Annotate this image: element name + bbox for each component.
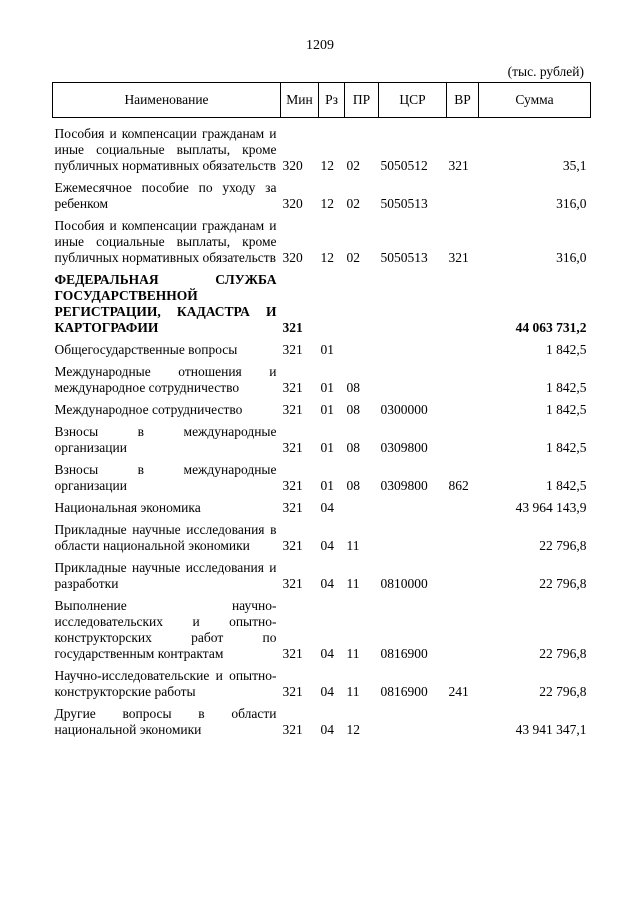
row-csr bbox=[379, 494, 447, 516]
row-name: Прикладные научные исследования и разработки bbox=[54, 560, 277, 591]
table-row-agency bbox=[53, 266, 591, 336]
table-row bbox=[53, 212, 591, 266]
header-vr: ВР bbox=[447, 83, 479, 118]
row-rz: 01 bbox=[320, 342, 334, 357]
table-header bbox=[53, 83, 591, 118]
header-sum: Сумма bbox=[479, 83, 591, 118]
row-vr bbox=[447, 358, 479, 396]
row-vr bbox=[447, 592, 479, 662]
row-sum: 316,0 bbox=[556, 196, 587, 211]
row-pr: 02 bbox=[346, 158, 360, 173]
row-min: 320 bbox=[282, 250, 303, 265]
row-sum: 1 842,5 bbox=[546, 342, 587, 357]
table-row bbox=[53, 700, 591, 738]
row-vr: 321 bbox=[448, 158, 469, 173]
row-min: 321 bbox=[282, 380, 303, 395]
table-row bbox=[53, 494, 591, 516]
row-csr: 0810000 bbox=[380, 576, 428, 591]
row-min: 321 bbox=[282, 320, 303, 335]
row-sum: 1 842,5 bbox=[546, 380, 587, 395]
row-sum: 1 842,5 bbox=[546, 478, 587, 493]
row-sum: 35,1 bbox=[562, 158, 587, 173]
row-pr bbox=[345, 494, 379, 516]
row-csr: 0300000 bbox=[380, 402, 428, 417]
row-pr bbox=[345, 336, 379, 358]
row-name: Взносы в международные организации bbox=[54, 424, 277, 455]
row-rz: 12 bbox=[320, 250, 334, 265]
row-vr bbox=[447, 554, 479, 592]
row-rz: 04 bbox=[320, 500, 334, 515]
row-pr: 08 bbox=[346, 440, 360, 455]
row-sum: 22 796,8 bbox=[539, 576, 587, 591]
row-min: 321 bbox=[282, 722, 303, 737]
row-min: 321 bbox=[282, 538, 303, 553]
row-sum: 22 796,8 bbox=[539, 538, 587, 553]
row-rz: 04 bbox=[320, 722, 334, 737]
row-min: 321 bbox=[282, 646, 303, 661]
row-name: Прикладные научные исследования в области национальной экономики bbox=[54, 522, 277, 553]
row-name: Ежемесячное пособие по уходу за ребенком bbox=[54, 180, 277, 211]
row-min: 321 bbox=[282, 478, 303, 493]
row-pr: 11 bbox=[346, 538, 360, 553]
table-row bbox=[53, 396, 591, 418]
row-sum: 1 842,5 bbox=[546, 440, 587, 455]
row-name: Научно-исследовательские и опытно-конструкторские работы bbox=[54, 668, 277, 699]
row-min: 320 bbox=[282, 158, 303, 173]
row-csr bbox=[379, 700, 447, 738]
row-name: Другие вопросы в области национальной экономики bbox=[54, 706, 277, 737]
row-rz: 01 bbox=[320, 440, 334, 455]
row-csr: 5050513 bbox=[380, 196, 428, 211]
row-vr bbox=[447, 336, 479, 358]
budget-table bbox=[52, 82, 591, 738]
row-vr bbox=[447, 494, 479, 516]
row-pr: 08 bbox=[346, 478, 360, 493]
row-sum: 43 941 347,1 bbox=[515, 722, 587, 737]
row-rz bbox=[319, 266, 345, 336]
row-name: Общегосударственные вопросы bbox=[54, 342, 238, 357]
row-pr: 11 bbox=[346, 646, 360, 661]
row-csr: 0816900 bbox=[380, 684, 428, 699]
row-pr: 08 bbox=[346, 402, 360, 417]
table-row bbox=[53, 174, 591, 212]
row-rz: 12 bbox=[320, 196, 334, 211]
row-csr bbox=[379, 266, 447, 336]
row-vr bbox=[447, 396, 479, 418]
row-rz: 04 bbox=[320, 576, 334, 591]
row-min: 321 bbox=[282, 576, 303, 591]
row-min: 321 bbox=[282, 500, 303, 515]
row-rz: 04 bbox=[320, 646, 334, 661]
row-csr: 5050513 bbox=[380, 250, 428, 265]
row-rz: 12 bbox=[320, 158, 334, 173]
row-vr: 321 bbox=[448, 250, 469, 265]
table-row bbox=[53, 456, 591, 494]
table-row bbox=[53, 554, 591, 592]
row-min: 321 bbox=[282, 684, 303, 699]
row-name: Международные отношения и международное сотрудничество bbox=[54, 364, 277, 395]
row-vr bbox=[447, 516, 479, 554]
page-number: 1209 bbox=[306, 38, 334, 53]
row-csr bbox=[379, 336, 447, 358]
row-sum: 22 796,8 bbox=[539, 646, 587, 661]
table-row bbox=[53, 358, 591, 396]
row-min: 321 bbox=[282, 402, 303, 417]
row-min: 321 bbox=[282, 440, 303, 455]
row-rz: 04 bbox=[320, 538, 334, 553]
row-sum: 44 063 731,2 bbox=[515, 320, 587, 335]
row-sum: 22 796,8 bbox=[539, 684, 587, 699]
row-pr: 02 bbox=[346, 196, 360, 211]
row-vr bbox=[447, 174, 479, 212]
header-rz: Рз bbox=[319, 83, 345, 118]
table-body bbox=[53, 118, 591, 739]
header-pr: ПР bbox=[345, 83, 379, 118]
row-csr: 0309800 bbox=[380, 440, 428, 455]
row-name: Национальная экономика bbox=[54, 500, 201, 515]
table-row bbox=[53, 592, 591, 662]
row-pr: 12 bbox=[346, 722, 360, 737]
row-csr: 0309800 bbox=[380, 478, 428, 493]
row-name: Выполнение научно-исследовательских и опытно-конструкторских работ по государственным контрактам bbox=[54, 598, 277, 661]
table-row bbox=[53, 336, 591, 358]
row-vr: 862 bbox=[448, 478, 469, 493]
row-rz: 01 bbox=[320, 402, 334, 417]
table-row bbox=[53, 662, 591, 700]
row-csr: 0816900 bbox=[380, 646, 428, 661]
row-sum: 1 842,5 bbox=[546, 402, 587, 417]
row-pr: 11 bbox=[346, 684, 360, 699]
table-row bbox=[53, 516, 591, 554]
row-name: Взносы в международные организации bbox=[54, 462, 277, 493]
row-min: 321 bbox=[282, 342, 303, 357]
row-pr: 02 bbox=[346, 250, 360, 265]
row-name: Пособия и компенсации гражданам и иные социальные выплаты, кроме публичных нормативных обязательств bbox=[54, 218, 277, 265]
row-csr bbox=[379, 516, 447, 554]
row-rz: 04 bbox=[320, 684, 334, 699]
row-vr bbox=[447, 700, 479, 738]
row-name: Пособия и компенсации гражданам и иные социальные выплаты, кроме публичных нормативных обязательств bbox=[54, 126, 277, 173]
row-name: Международное сотрудничество bbox=[54, 402, 243, 417]
row-min: 320 bbox=[282, 196, 303, 211]
header-name: Наименование bbox=[53, 83, 281, 118]
row-name: ФЕДЕРАЛЬНАЯ СЛУЖБА ГОСУДАРСТВЕННОЙ РЕГИСТРАЦИИ, КАДАСТРА И КАРТОГРАФИИ bbox=[54, 272, 277, 335]
row-sum: 316,0 bbox=[556, 250, 587, 265]
row-vr: 241 bbox=[448, 684, 469, 699]
row-pr bbox=[345, 266, 379, 336]
row-vr bbox=[447, 266, 479, 336]
row-csr: 5050512 bbox=[380, 158, 428, 173]
row-rz: 01 bbox=[320, 380, 334, 395]
row-rz: 01 bbox=[320, 478, 334, 493]
row-pr: 08 bbox=[346, 380, 360, 395]
header-csr: ЦСР bbox=[379, 83, 447, 118]
header-min: Мин bbox=[281, 83, 319, 118]
row-pr: 11 bbox=[346, 576, 360, 591]
row-sum: 43 964 143,9 bbox=[515, 500, 587, 515]
table-row bbox=[53, 118, 591, 175]
row-csr bbox=[379, 358, 447, 396]
table-row bbox=[53, 418, 591, 456]
units-label: (тыс. рублей) bbox=[507, 64, 584, 79]
row-vr bbox=[447, 418, 479, 456]
